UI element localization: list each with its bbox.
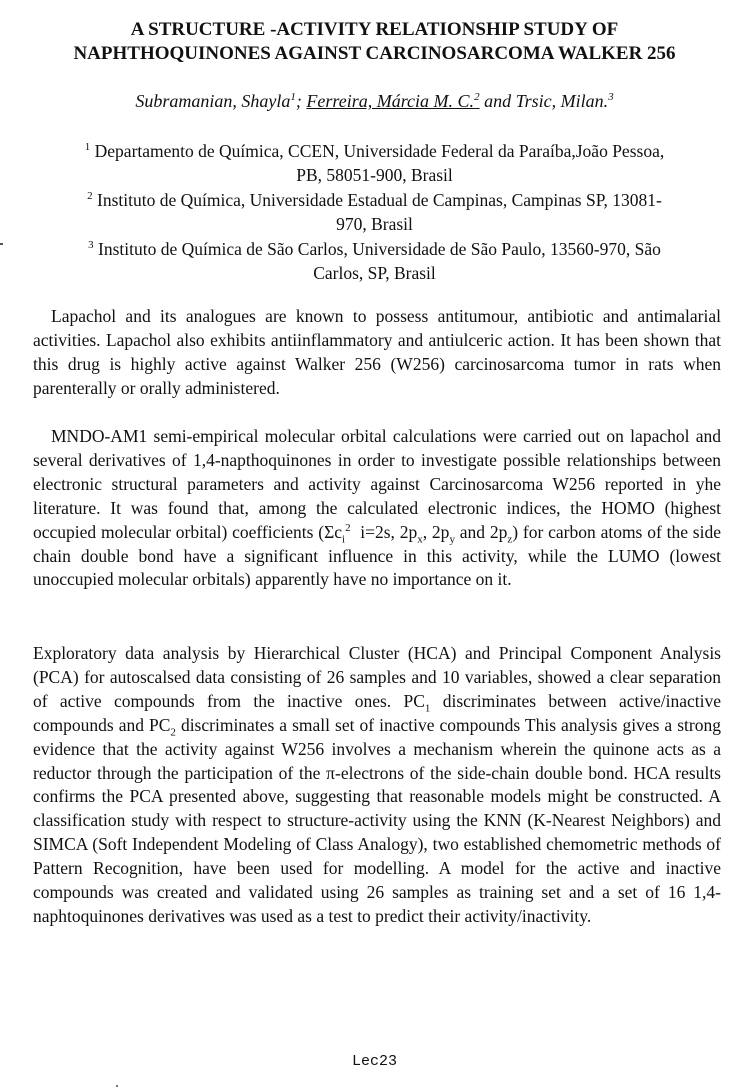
- author-separator-1: ;: [295, 91, 307, 111]
- author-1: Subramanian, Shayla: [135, 91, 291, 111]
- p2-text-5: ) for carbon atoms of the side chain double bond have a significant influence in this activity, while the LUMO (lowest unoccupied molecular orbitals) apparently have no importance on it.: [33, 521, 721, 590]
- affiliation-3-line-2: Carlos, SP, Brasil: [313, 263, 436, 284]
- affiliation-1-line-2: PB, 58051-900, Brasil: [296, 165, 453, 186]
- affiliation-2-mark: 2: [87, 189, 93, 202]
- p3-text-3: discriminates a small set of inactive compounds This analysis gives a strong evidence that the activity against W256 involves a mechanism wherein the quinone acts as a reductor through the participation of the π-electrons of the side-chain double bond. HCA results confirms the PCA presented above, suggesting that reasonable models might be constructed. A classification study with respect to structure-activity using the KNN (K-Nearest Neighbors) and SIMCA (Soft Independent Modeling of Class Analogy), two established chemometric methods of Pattern Recognition, have been used for modelling. A model for the active and inactive compounds was created and validated using 26 samples as training set and a set of 16 1,4-naphtoquinones derivatives was used as a test to predict their activity/inactivity.: [33, 714, 721, 926]
- author-2-presenting: [306, 91, 479, 111]
- affiliation-1: [30, 139, 719, 188]
- author-1-affil-mark: 1: [290, 91, 296, 103]
- author-2: Ferreira, Márcia M. C.: [306, 91, 475, 111]
- author-3-affil-mark: 3: [608, 91, 614, 103]
- p2-sub-x: x: [417, 533, 423, 546]
- p2-sub-i: i: [342, 533, 346, 546]
- paragraph-analysis: [33, 642, 721, 929]
- author-2-affil-mark: 2: [474, 91, 480, 103]
- p3-sub-1: 1: [424, 702, 431, 715]
- p3-text-2: discriminates between active/inactive compounds and PC: [33, 690, 722, 735]
- page-code-footer: Lec23: [351, 1053, 397, 1070]
- scan-edge-mark: [0, 243, 3, 245]
- affiliation-2-line-2: 970, Brasil: [336, 214, 413, 235]
- author-separator-2: and: [479, 91, 516, 111]
- author-list: [20, 90, 729, 112]
- paper-title: [20, 18, 729, 66]
- scan-dot-mark: [116, 1085, 118, 1087]
- p2-sub-y: y: [449, 533, 455, 546]
- p3-sub-2: 2: [170, 726, 176, 739]
- affiliation-2-line-1: Instituto de Química, Universidade Estadual de Campinas, Campinas SP, 13081-: [92, 189, 662, 210]
- p3-text-1: Exploratory data analysis by Hierarchical Cluster (HCA) and Principal Component Analysis (PCA) for autoscalsed data consisting of 26 samples and 10 variables, showed a clear separation of active compounds from the inactive ones. PC: [33, 643, 721, 711]
- paragraph-calculations: [33, 425, 721, 592]
- author-3: Trsic, Milan.: [515, 91, 609, 111]
- p2-text-4: and 2p: [454, 521, 508, 542]
- p2-text-1: MNDO-AM1 semi-empirical molecular orbital calculations were carried out on lapachol and several derivatives of 1,4-napthoquinones in order to investigate possible relationships between electronic structural parameters and activity against Carcinosarcoma W256 reported in yhe literature. It was found that, among the calculated electronic indices, the HOMO (highest occupied molecular orbital) coefficients (Σc: [33, 426, 721, 542]
- p2-text-3: , 2p: [422, 521, 450, 542]
- p2-sup-2: 2: [345, 521, 351, 534]
- affiliation-3-mark: 3: [88, 238, 94, 251]
- affiliation-1-line-1: Departamento de Química, CCEN, Universidade Federal da Paraíba,João Pessoa,: [90, 141, 665, 161]
- affiliations: [30, 139, 719, 285]
- affiliation-2: [30, 188, 719, 237]
- affiliation-3-line-1: Instituto de Química de São Carlos, Universidade de São Paulo, 13560-970, São: [93, 238, 661, 259]
- title-line-2: NAPHTHOQUINONES AGAINST CARCINOSARCOMA WALKER 256: [73, 43, 676, 64]
- title-line-1: A STRUCTURE -ACTIVITY RELATIONSHIP STUDY OF: [130, 19, 619, 40]
- paragraph-introduction: Lapachol and its analogues are known to possess antitumour, antibiotic and antimalarial activities. Lapachol also exhibits antiinflammatory and antiulceric action. It has been shown that this drug is highly active against Walker 256 (W256) carcinosarcoma tumor in rats when parenterally or orally administered.: [33, 306, 721, 398]
- p2-text-2: i=2s, 2p: [350, 521, 418, 542]
- affiliation-3: [30, 237, 719, 286]
- p2-sub-z: z: [507, 533, 513, 546]
- affiliation-1-mark: 1: [84, 141, 91, 154]
